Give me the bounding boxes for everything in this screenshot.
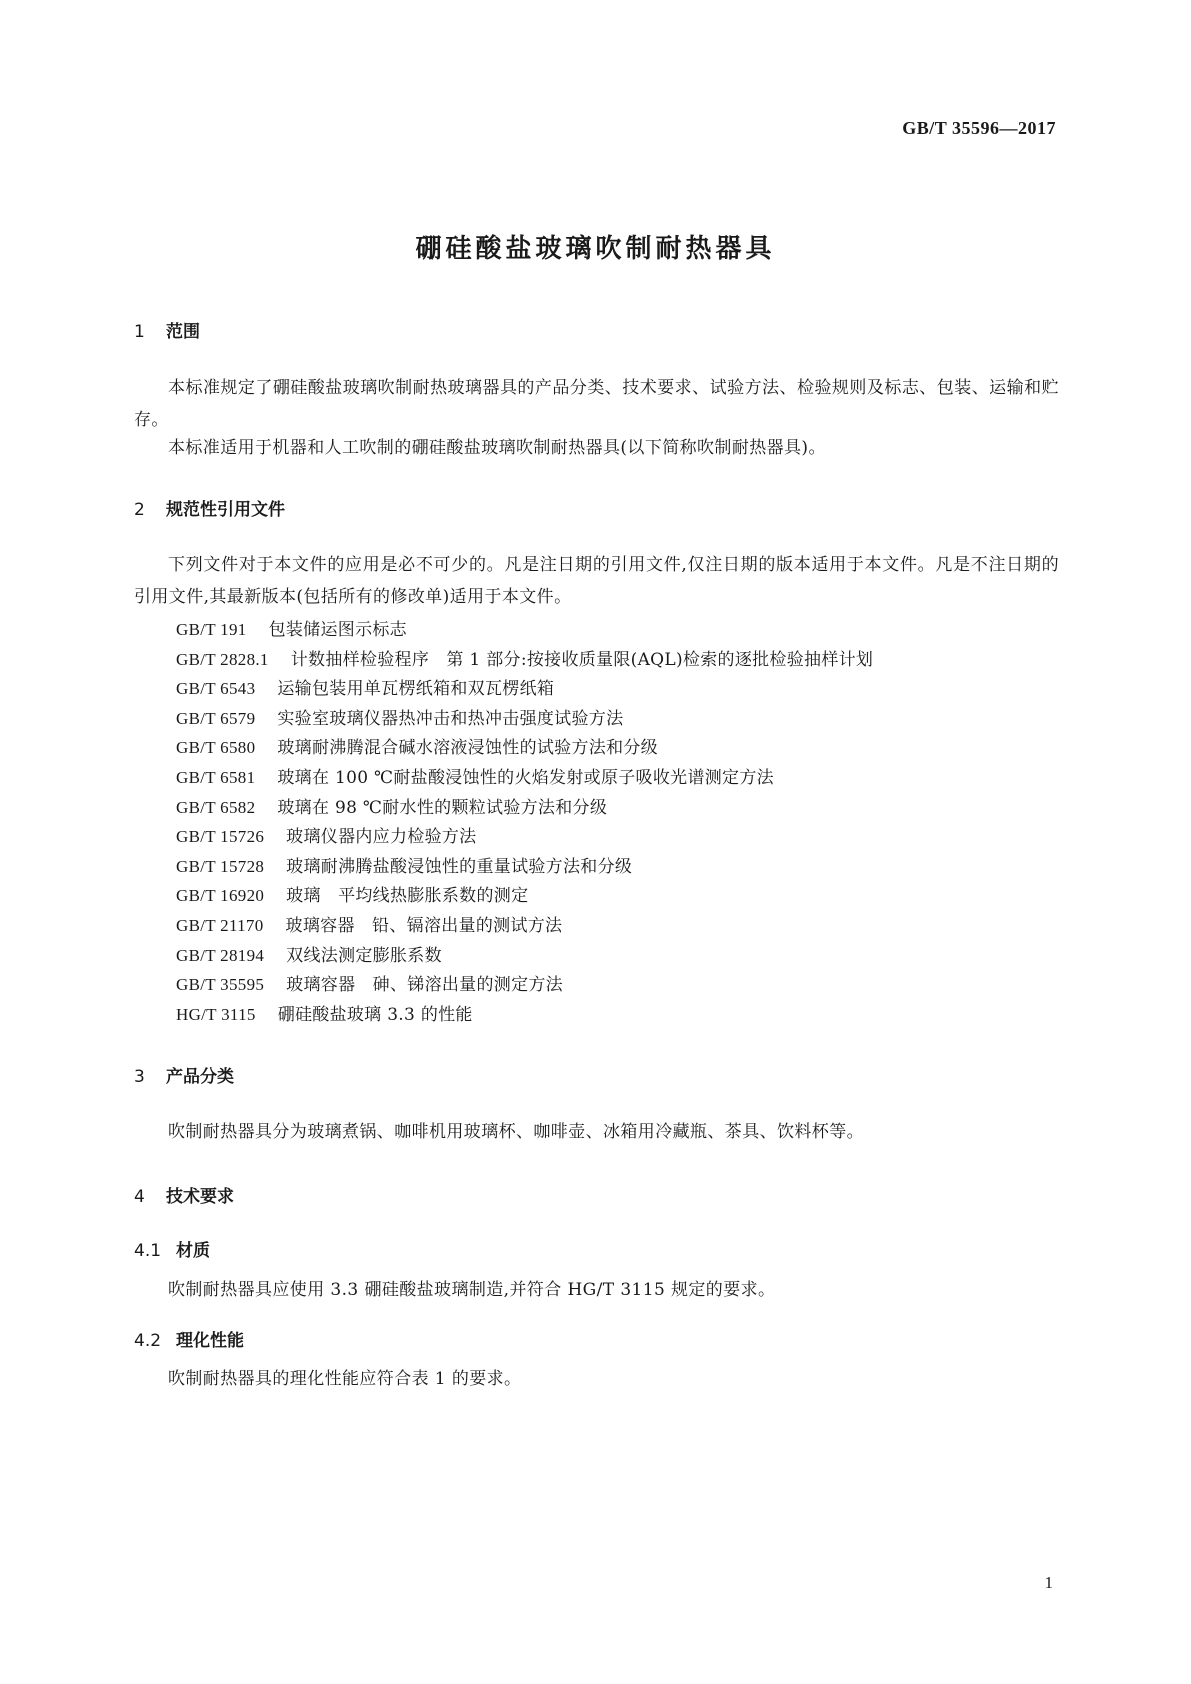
section-title: 规范性引用文件 <box>166 500 285 520</box>
reference-item <box>176 970 563 995</box>
reference-item <box>176 941 442 966</box>
reference-item <box>176 733 658 758</box>
reference-code: GB/T 6579 <box>176 708 256 728</box>
section-title: 材质 <box>176 1241 210 1261</box>
standard-number: GB/T 35596—2017 <box>902 118 1056 138</box>
section-4-1-paragraph: 吹制耐热器具应使用 3.3 硼硅酸盐玻璃制造,并符合 HG/T 3115 规定的要求。 <box>168 1280 776 1300</box>
section-1-paragraph-2: 本标准适用于机器和人工吹制的硼硅酸盐玻璃吹制耐热器具(以下简称吹制耐热器具)。 <box>168 438 826 458</box>
reference-item <box>176 911 562 936</box>
reference-item <box>176 645 873 670</box>
reference-title: 玻璃容器 铅、镉溶出量的测试方法 <box>285 916 563 936</box>
section-1-paragraph-1: 本标准规定了硼硅酸盐玻璃吹制耐热玻璃器具的产品分类、技术要求、试验方法、检验规则及标志、包装、运输和贮存。 <box>134 378 1059 430</box>
section-number: 4 <box>134 1187 145 1207</box>
reference-item <box>176 674 554 699</box>
section-number: 3 <box>134 1067 145 1087</box>
reference-code: GB/T 15726 <box>176 827 265 847</box>
page-number: 1 <box>1044 1573 1053 1592</box>
reference-code: GB/T 21170 <box>176 916 264 935</box>
section-4-2-heading <box>134 1326 244 1351</box>
section-4-heading <box>134 1182 234 1207</box>
reference-code: GB/T 6582 <box>176 797 256 817</box>
reference-title: 玻璃在 98 ℃耐水性的颗粒试验方法和分级 <box>277 797 608 818</box>
reference-title: 玻璃耐沸腾混合碱水溶液浸蚀性的试验方法和分级 <box>277 738 658 759</box>
reference-code: GB/T 16920 <box>176 886 265 906</box>
document-title: 硼硅酸盐玻璃吹制耐热器具 <box>415 234 776 264</box>
reference-title: 双线法测定膨胀系数 <box>286 945 442 966</box>
reference-code: GB/T 191 <box>176 620 247 639</box>
reference-item <box>176 615 407 640</box>
section-1-heading <box>134 317 200 342</box>
reference-item <box>176 704 623 729</box>
section-2-heading <box>134 495 285 520</box>
reference-code: GB/T 6580 <box>176 738 256 758</box>
reference-code: GB/T 35595 <box>176 975 265 995</box>
reference-title: 玻璃仪器内应力检验方法 <box>286 827 477 848</box>
section-number: 1 <box>134 322 145 342</box>
reference-title: 实验室玻璃仪器热冲击和热冲击强度试验方法 <box>277 708 624 729</box>
section-title: 技术要求 <box>166 1187 234 1207</box>
reference-title: 硼硅酸盐玻璃 3.3 的性能 <box>277 1004 473 1025</box>
reference-title: 运输包装用单瓦楞纸箱和双瓦楞纸箱 <box>277 679 555 700</box>
reference-item <box>176 793 607 818</box>
reference-title: 计数抽样检验程序 第 1 部分:按接收质量限(AQL)检索的逐批检验抽样计划 <box>290 649 874 670</box>
reference-item <box>176 881 528 906</box>
reference-code: GB/T 6581 <box>176 768 256 787</box>
section-number: 4.1 <box>134 1241 162 1261</box>
section-4-1-heading <box>134 1236 210 1261</box>
reference-item <box>176 822 476 847</box>
reference-code: GB/T 28194 <box>176 945 265 965</box>
reference-title: 玻璃在 100 ℃耐盐酸浸蚀性的火焰发射或原子吸收光谱测定方法 <box>277 768 774 788</box>
reference-item <box>176 1000 473 1025</box>
section-3-paragraph: 吹制耐热器具分为玻璃煮锅、咖啡机用玻璃杯、咖啡壶、冰箱用冷藏瓶、茶具、饮料杯等。 <box>168 1122 864 1142</box>
reference-item <box>176 763 774 788</box>
reference-title: 玻璃耐沸腾盐酸浸蚀性的重量试验方法和分级 <box>286 856 633 877</box>
reference-item <box>176 852 632 877</box>
section-title: 理化性能 <box>176 1331 244 1351</box>
section-2-intro: 下列文件对于本文件的应用是必不可少的。凡是注日期的引用文件,仅注日期的版本适用于本文件。凡是不注日期的引用文件,其最新版本(包括所有的修改单)适用于本文件。 <box>134 555 1059 607</box>
reference-code: GB/T 6543 <box>176 679 256 699</box>
reference-title: 包装储运图示标志 <box>268 620 407 640</box>
section-3-heading <box>134 1062 234 1087</box>
section-4-2-paragraph: 吹制耐热器具的理化性能应符合表 1 的要求。 <box>168 1369 522 1389</box>
section-number: 2 <box>134 500 145 520</box>
section-title: 范围 <box>166 322 200 342</box>
section-title: 产品分类 <box>166 1067 234 1087</box>
reference-title: 玻璃 平均线热膨胀系数的测定 <box>286 886 529 907</box>
reference-code: HG/T 3115 <box>176 1004 256 1024</box>
reference-code: GB/T 15728 <box>176 856 265 876</box>
reference-title: 玻璃容器 砷、锑溶出量的测定方法 <box>286 975 563 996</box>
section-number: 4.2 <box>134 1331 162 1351</box>
reference-code: GB/T 2828.1 <box>176 649 269 669</box>
